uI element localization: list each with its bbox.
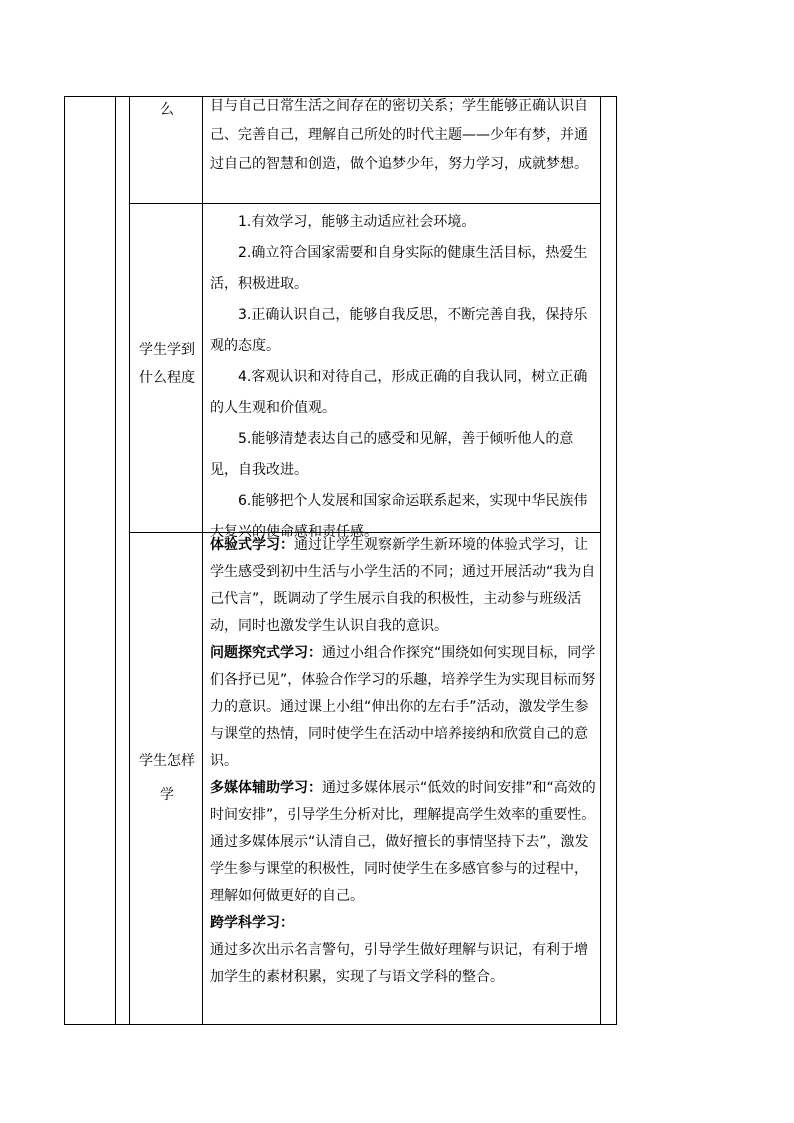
list-item: 1.有效学习，能够主动适应社会环境。 [238, 214, 476, 230]
row-3-content [204, 532, 598, 991]
table-divider-3 [202, 96, 203, 1024]
list-item: 6.能够把个人发展和国家命运联系起来，实现中华民族伟大复兴的使命感和责任感。 [210, 493, 588, 540]
method-title: 体验式学习： [210, 537, 294, 553]
learning-method-paragraph [204, 910, 598, 937]
list-item: 2.确立符合国家需要和自身实际的健康生活目标，热爱生活，积极进取。 [210, 245, 588, 292]
row-2-content [204, 207, 598, 548]
method-text: 通过小组合作探究“围绕如何实现目标，同学们各抒已见”，体验合作学习的乐趣，培养学生为实现目标而努力的意识。通过课上小组“伸出你的左右手”活动，激发学生参与课堂的热情，同时使学生在活动中培养接纳和欣赏自己的意识。 [210, 645, 596, 769]
method-text: 通过多媒体展示“认清自己，做好擅长的事情坚持下去”，激发学生参与课堂的积极性，同时使学生在多感官参与的过程中，理解如何做更好的自己。 [210, 834, 589, 904]
learning-method-paragraph [204, 532, 598, 640]
row-1-content [204, 92, 598, 179]
table-divider-2 [129, 96, 130, 1024]
row-3-label-text: 学生怎样学 [139, 753, 195, 803]
list-item: 4.客观认识和对待自己，形成正确的自我认同，树立正确的人生观和价值观。 [210, 369, 588, 416]
row-3-label [136, 744, 198, 812]
learning-method-paragraph [204, 829, 598, 910]
list-item: 3.正确认识自己，能够自我反思，不断完善自我，保持乐观的态度。 [210, 307, 588, 354]
method-title: 多媒体辅助学习： [210, 780, 322, 796]
table-border-right [616, 96, 617, 1024]
list-item: 5.能够清楚表达自己的感受和见解，善于倾听他人的意见，自我改进。 [210, 431, 574, 478]
table-border-left [64, 96, 65, 1024]
row-1-paragraph: 目与自己日常生活之间存在的密切关系；学生能够正确认识自己、完善自己，理解自己所处的时代主题——少年有梦，并通过自己的智慧和创造，做个追梦少年，努力学习，成就梦想。 [210, 98, 588, 172]
row-divider-1 [129, 203, 601, 204]
table-divider-1 [115, 96, 116, 1024]
method-text: 通过多次出示名言警句，引导学生做好理解与识记，有利于增加学生的素材积累，实现了与语文学科的整合。 [210, 942, 588, 985]
method-title: 问题探究式学习： [210, 645, 322, 661]
learning-method-paragraph [204, 775, 598, 829]
row-1-label: 么 [160, 102, 174, 118]
learning-method-paragraph [204, 640, 598, 775]
table-divider-4 [600, 96, 601, 1024]
table-border-bottom [64, 1024, 617, 1025]
learning-method-paragraph [204, 937, 598, 991]
method-title: 跨学科学习： [210, 915, 294, 931]
row-2-label [136, 336, 198, 392]
method-text: 通过多媒体展示“低效的时间安排”和“高效的时间安排”，引导学生分析对比，理解提高学生效率的重要性。 [210, 780, 596, 823]
row-2-label-text: 学生学到什么程度 [139, 342, 195, 386]
method-text: 通过让学生观察新学生新环境的体验式学习，让学生感受到初中生活与小学生活的不同；通过开展活动“我为自己代言”，既调动了学生展示自我的积极性，主动参与班级活动，同时也激发学生认识自我的意识。 [210, 537, 596, 634]
